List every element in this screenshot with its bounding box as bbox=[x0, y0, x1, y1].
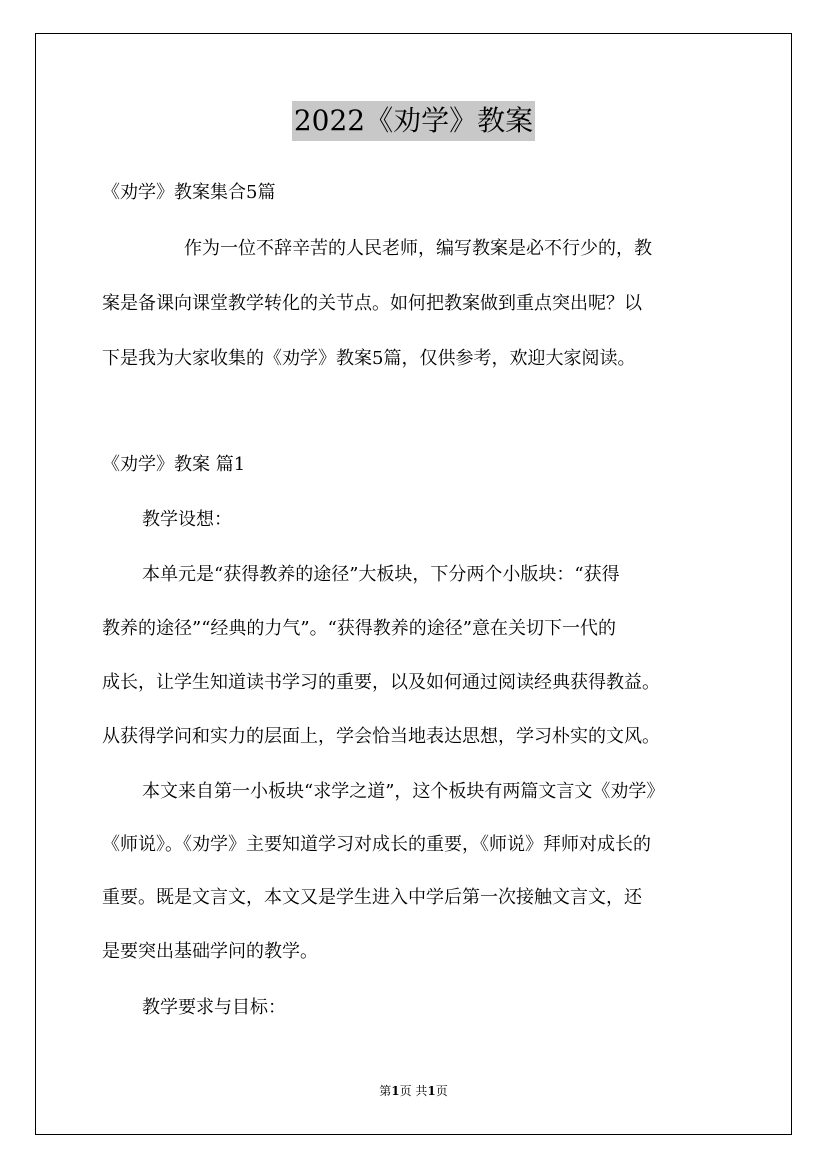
design-heading: 教学设想： bbox=[142, 509, 232, 530]
para2-line-3: 重要。既是文言文，本文又是学生进入中学后第一次接触文言文，还 bbox=[102, 887, 642, 908]
para2-line-1: 本文来自第一小板块“求学之道”，这个板块有两篇文言文《劝学》 bbox=[142, 781, 665, 802]
para1-line-3: 成长，让学生知道读书学习的重要，以及如何通过阅读经典获得教益。 bbox=[102, 672, 660, 693]
footer-prefix: 第 bbox=[379, 1084, 392, 1098]
footer-total-pages: 1 bbox=[427, 1084, 436, 1098]
para2-line-2: 《师说》。《劝学》主要知道学习对成长的重要，《师说》拜师对成长的 bbox=[102, 834, 651, 855]
footer-mid: 页 共 bbox=[399, 1084, 428, 1098]
subtitle: 《劝学》教案集合5篇 bbox=[102, 182, 276, 203]
section-heading: 《劝学》教案 篇1 bbox=[102, 454, 246, 475]
para1-line-2: 教养的途径”“经典的力气”。“获得教养的途径”意在关切下一代的 bbox=[102, 618, 617, 639]
para1-line-4: 从获得学问和实力的层面上，学会恰当地表达思想，学习朴实的文风。 bbox=[102, 726, 660, 747]
title-container bbox=[0, 101, 827, 141]
goals-heading: 教学要求与目标： bbox=[142, 997, 286, 1018]
para2-line-4: 是要突出基础学问的教学。 bbox=[102, 941, 318, 962]
para1-line-1: 本单元是“获得教养的途径”大板块，下分两个小版块：“获得 bbox=[142, 564, 620, 585]
intro-line-2: 案是备课向课堂教学转化的关节点。如何把教案做到重点突出呢？以 bbox=[102, 293, 642, 314]
footer-current-page: 1 bbox=[391, 1084, 400, 1098]
page-footer bbox=[0, 1083, 827, 1099]
intro-line-1: 作为一位不辞辛苦的人民老师，编写教案是必不行少的，教 bbox=[184, 238, 652, 259]
page-title: 2022《劝学》教案 bbox=[292, 101, 535, 141]
footer-suffix: 页 bbox=[435, 1084, 448, 1098]
intro-line-3: 下是我为大家收集的《劝学》教案5篇，仅供参考，欢迎大家阅读。 bbox=[102, 348, 636, 369]
